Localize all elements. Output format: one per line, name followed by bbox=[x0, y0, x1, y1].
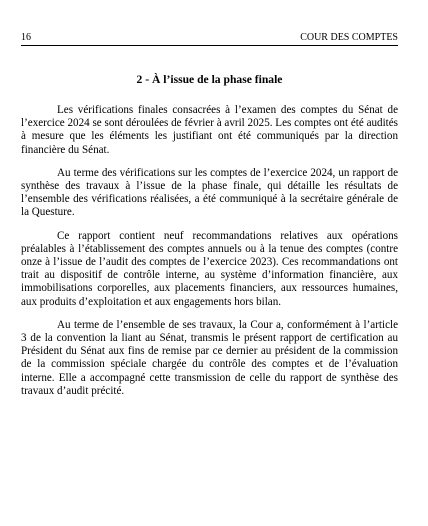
page-header bbox=[21, 31, 398, 46]
paragraph: Ce rapport contient neuf recommandations relatives aux opérations préalables à l’établissement des comptes annuels ou à la tenue des comptes (contre onze à l’issue de l’audit des comptes de l’exercice 2023). Ces recommandations ont trait au dispositif de contrôle interne, au système d’information financière, aux immobilisations corporelles, aux placements financiers, aux ressources humaines, aux produits d’exploitation et aux engagements hors bilan. bbox=[21, 229, 398, 308]
paragraph: Au terme de l’ensemble de ses travaux, la Cour a, conformément à l’article 3 de la convention la liant au Sénat, transmis le présent rapport de certification au Président du Sénat aux fins de remise par ce dernier au président de la commission de la commission spéciale chargée du contrôle des comptes et de l’évaluation interne. Elle a accompagné cette transmission de celle du rapport de synthèse des travaux d’audit précité. bbox=[21, 318, 398, 397]
paragraph: Les vérifications finales consacrées à l’examen des comptes du Sénat de l’exercice 2024 se sont déroulées de février à avril 2025. Les comptes ont été audités à mesure que les éléments les justifiant ont été communiqués par la direction financière du Sénat. bbox=[21, 104, 398, 156]
body-text bbox=[21, 104, 398, 408]
page-number: 16 bbox=[21, 32, 31, 43]
paragraph: Au terme des vérifications sur les comptes de l’exercice 2024, un rapport de synthèse des travaux à l’issue de la phase finale, qui détaille les résultats de l’ensemble des vérifications réalisées, a été communiqué à la secrétaire générale de la Questure. bbox=[21, 166, 398, 219]
section-title: 2 - À l’issue de la phase finale bbox=[136, 73, 283, 86]
running-head: COUR DES COMPTES bbox=[300, 32, 398, 43]
